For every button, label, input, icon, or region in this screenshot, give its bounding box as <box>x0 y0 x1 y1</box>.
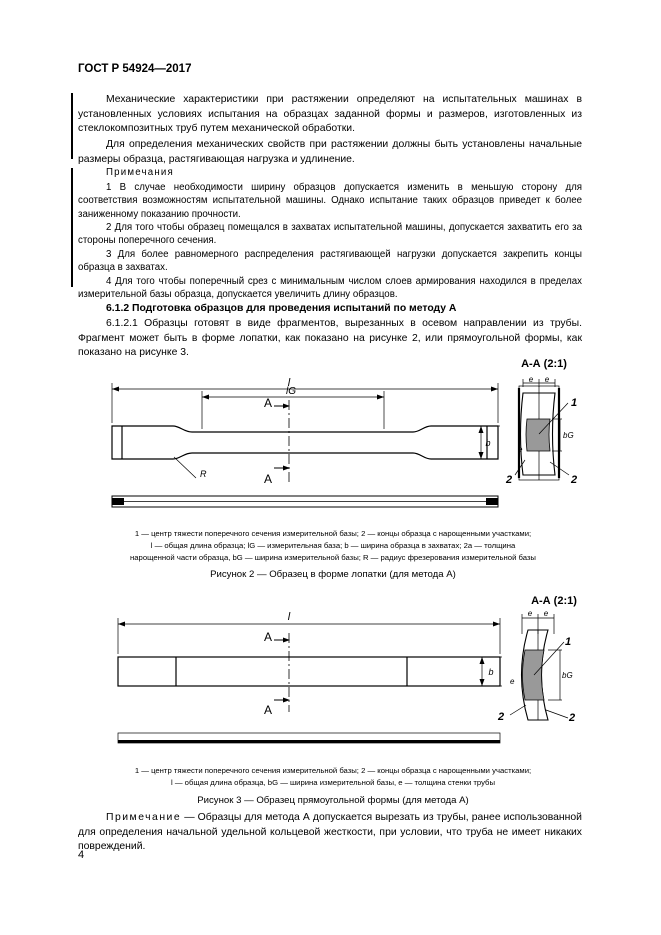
note-1: 1 В случае необходимости ширину образцов допускается изменить в меньшую сторону для соответствия возможностям испытательной машины. Однако испытание таких образцов приведет к более заниженному показанию прочности. <box>78 182 582 220</box>
label-l: l <box>287 611 291 623</box>
figure-3-caption-1: 1 — центр тяжести поперечного сечения измерительной базы; 2 — концы образца с нарощенными участками; <box>134 766 532 775</box>
figure-2-title: Рисунок 2 — Образец в форме лопатки (для метода А) <box>210 569 456 580</box>
figure-2-caption-2: l — общая длина образца; lG — измерительная база; b — ширина образца в захватах; 2а — толщина <box>150 541 516 550</box>
section-text: 6.1.2.1 Образцы готовят в виде фрагментов, вырезанных в осевом направлении из трубы. Фрагмент может быть в форме лопатки, как показано на рисунке 2, или прямоугольной формы, как показано на рисунке 3. <box>78 318 582 358</box>
note-4: 4 Для того чтобы поперечный срез с минимальным числом слоев армирования находился в пределах измерительной базы образца, допускается увеличить длину образцов. <box>78 276 582 301</box>
figure-3-caption-2: l — общая длина образца, bG — ширина измерительной базы, e — толщина стенки трубы <box>171 778 495 787</box>
label-lg: lG <box>286 386 296 397</box>
figure-3-drawing <box>78 590 588 760</box>
section-label: А-А (2:1) <box>531 595 577 607</box>
label-e: e <box>527 609 533 618</box>
label-a-bottom: A <box>263 472 272 486</box>
footer-note-text: — Образцы для метода А допускается вырезать из трубы, ранее использованной для определения начальной удельной кольцевой жесткости, при условии, что труба не имеет никаких повреждений. <box>78 812 582 852</box>
figure-2-drawing <box>78 355 588 520</box>
section-label: А-А (2:1) <box>521 358 567 370</box>
label-b: b <box>485 438 491 448</box>
footer-note-label: Примечание <box>106 812 182 823</box>
label-e: e <box>528 375 534 384</box>
paragraph-1: Механические характеристики при растяжении определяют на испытательных машинах в установленных условиях испытания на образцах заданной формы и размеров, изготовленных из стеклокомпозитных труб путем механической обработки. <box>78 94 582 134</box>
page-number: 4 <box>78 849 85 861</box>
label-e: e <box>543 609 549 618</box>
label-1: 1 <box>565 636 572 648</box>
section-title: 6.1.2 Подготовка образцов для проведения испытаний по методу А <box>106 303 457 314</box>
note-3: 3 Для более равномерного распределения растягивающей нагрузки допускается закрепить концы образца в захватах. <box>78 249 582 274</box>
label-b: b <box>488 667 494 677</box>
figure-2-caption-1: 1 — центр тяжести поперечного сечения измерительной базы; 2 — концы образца с нарощенными участками; <box>134 529 532 538</box>
label-2: 2 <box>569 712 576 724</box>
label-a-bottom: A <box>263 703 272 717</box>
document-header: ГОСТ Р 54924—2017 <box>78 63 192 75</box>
note-2: 2 Для того чтобы образец помещался в захватах испытательной машины, допускается захватить его за стороны поперечного сечения. <box>78 222 582 247</box>
label-e: e <box>544 375 550 384</box>
change-bar <box>71 168 73 287</box>
label-2: 2 <box>498 711 505 723</box>
label-a-top: A <box>263 630 272 644</box>
figure-3-title: Рисунок 3 — Образец прямоугольной формы (для метода А) <box>197 795 469 806</box>
label-e: e <box>518 445 523 454</box>
label-2: 2 <box>571 474 578 486</box>
figure-2-caption-3: нарощенной части образца, bG — ширина измерительной базы; R — радиус фрезерования измерительной базы <box>130 553 536 562</box>
label-bg: bG <box>563 431 574 440</box>
label-2: 2 <box>506 474 513 486</box>
label-bg: bG <box>562 671 573 680</box>
label-e: e <box>510 677 515 686</box>
label-1: 1 <box>571 397 578 409</box>
footer-note <box>78 811 582 855</box>
label-r: R <box>200 469 207 479</box>
change-bar <box>71 93 73 159</box>
label-a-top: A <box>263 396 272 410</box>
notes-title: Примечания <box>106 167 174 178</box>
label-l: l <box>287 377 291 389</box>
paragraph-2: Для определения механических свойств при растяжении должны быть установлены начальные размеры образца, растягивающая нагрузка и удлинение. <box>78 139 582 165</box>
